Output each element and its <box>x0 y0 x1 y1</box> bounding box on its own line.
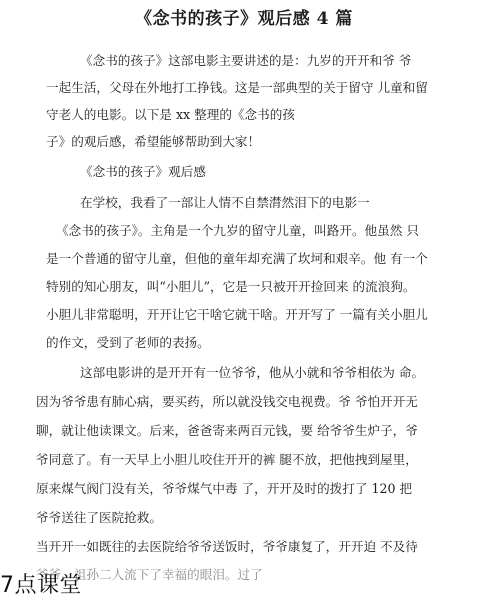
paragraph-line: 原来煤气阀门没有关，爷爷煤气中毒 了，开开及时的拨打了 120 把 <box>36 481 413 496</box>
paragraph-line: 因为爷爷患有肺心病，要买药，所以就没钱交电视费。爷 爷怕开开无 <box>36 394 418 409</box>
paragraph-line: 子》的观后感，希望能够帮助到大家！ <box>46 134 261 149</box>
paragraph-line: 的作文，受到了老师的表扬。 <box>46 335 210 350</box>
paragraph-line: 爷爷，祖孙二人流下了幸福的眼泪。过了 <box>36 567 263 582</box>
paragraph-line: 聊，就让他读课文。后来，爸爸寄来两百元钱，要 给爷爷生炉子，爷 <box>36 423 418 438</box>
paragraph-line: 《念书的孩子》。主角是一个九岁的留守儿童，叫路开。他虽然 只 <box>56 223 419 238</box>
paragraph-line: 特别的知心朋友，叫“小胆儿”，它是一只被开开捡回来 的流浪狗。 <box>46 279 416 294</box>
paragraph-line: 守老人的电影。以下是 xx 整理的《念书的孩 <box>46 107 295 122</box>
watermark-text: 7点课堂 <box>0 573 82 598</box>
paragraph-line: 这部电影讲的是开开有一位爷爷，他从小就和爷爷相依为 命。 <box>80 365 425 380</box>
paragraph-line: 是一个普通的留守儿童，但他的童年却充满了坎坷和艰辛。他 有一个 <box>46 251 428 266</box>
paragraph-line: 爷爷送往了医院抢救。 <box>36 510 162 525</box>
paragraph-line: 一起生活，父母在外地打工挣钱。这是一部典型的关于留守 儿童和留 <box>46 80 428 95</box>
paragraph-line: 在学校，我看了一部让人情不自禁潸然泪下的电影一 <box>80 195 370 210</box>
paragraph-line: 小胆儿非常聪明，开开让它干啥它就干啥。开开写了 一篇有关小胆儿 <box>46 307 428 322</box>
paragraph-line: 《念书的孩子》这部电影主要讲述的是：九岁的开开和爷 爷 <box>80 53 412 68</box>
paragraph-line: 当开开一如既往的去医院给爷爷送饭时，爷爷康复了，开开迫 不及待 <box>36 539 418 554</box>
page-title: 《念书的孩子》观后感 4 篇 <box>135 9 353 29</box>
paragraph-line: 爷同意了。有一天早上小胆儿咬住开开的裤 腿不放，把他拽到屋里， <box>36 452 418 467</box>
section-heading: 《念书的孩子》观后感 <box>80 164 206 179</box>
